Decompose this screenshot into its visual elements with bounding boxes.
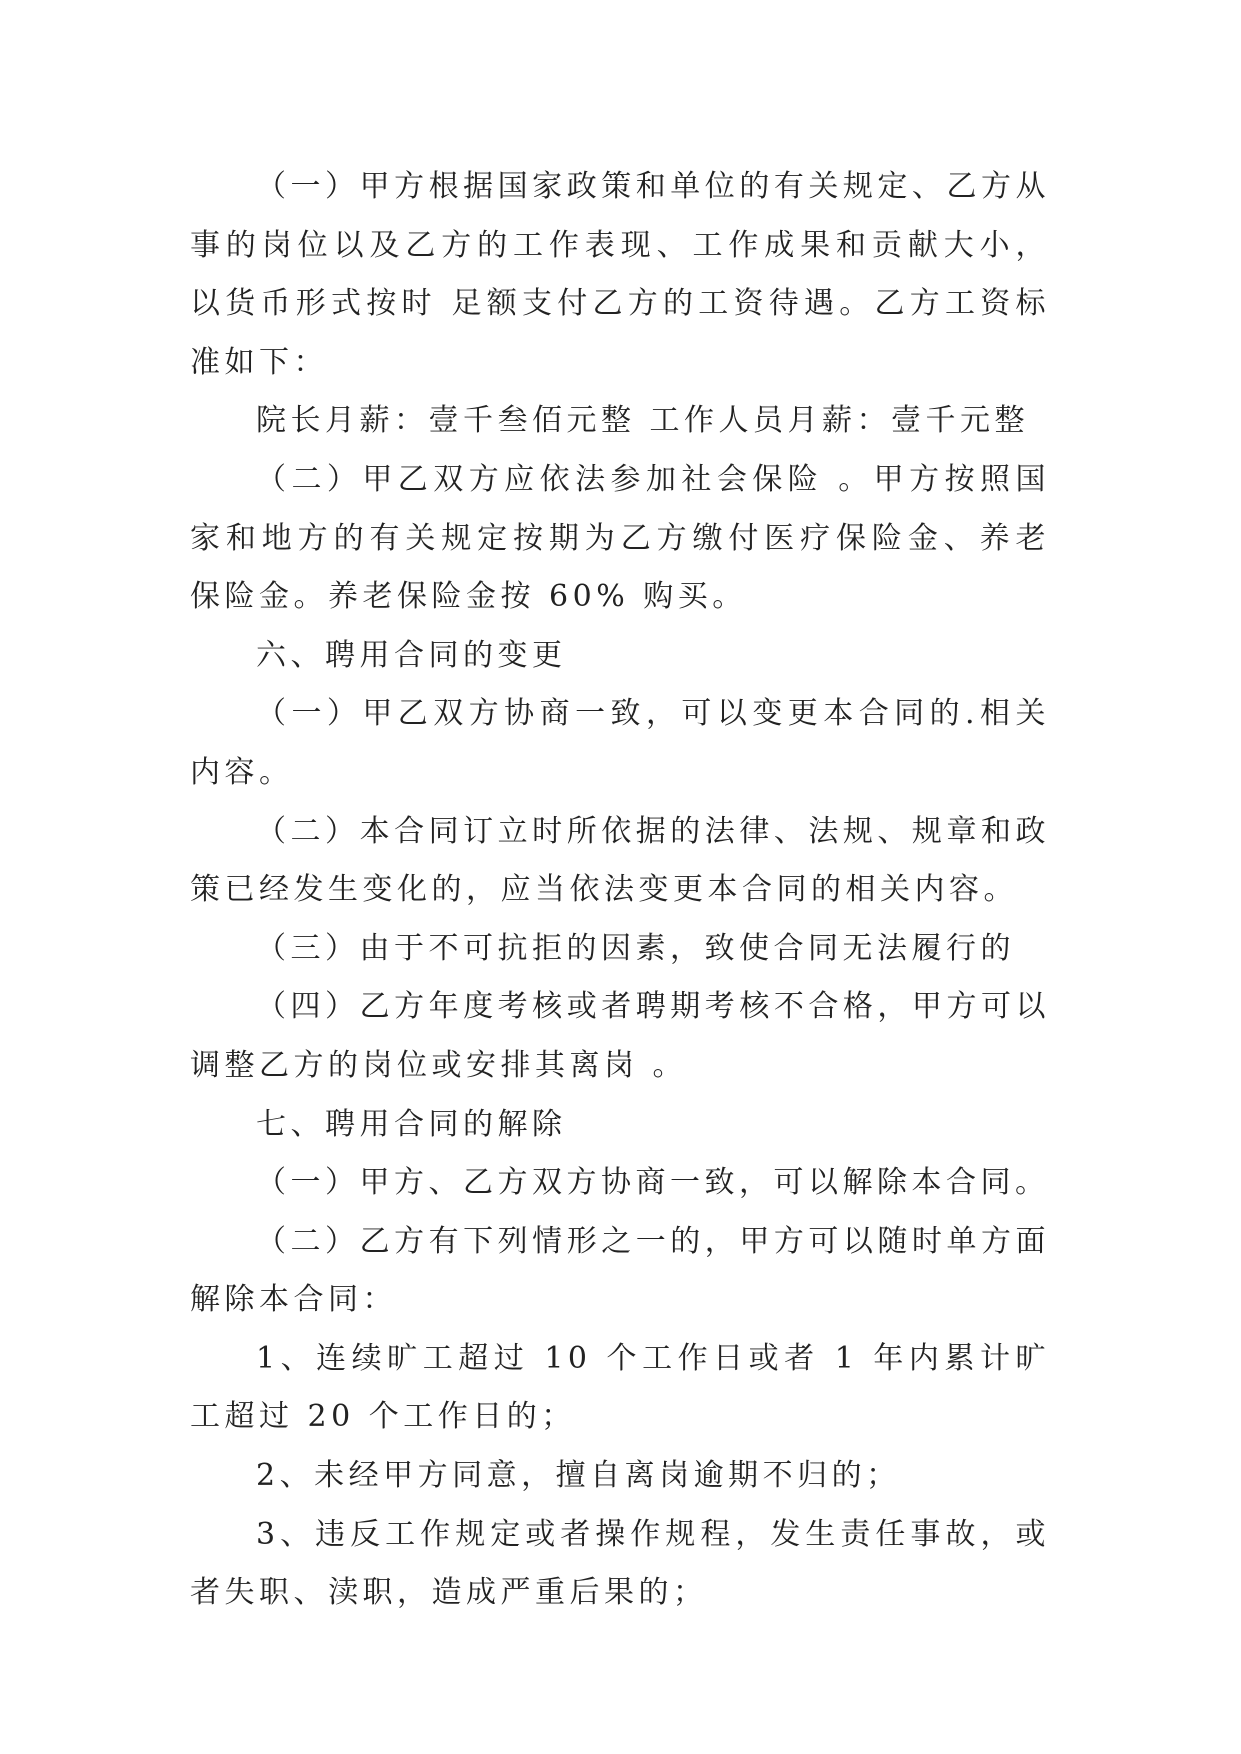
paragraph-termination-item-1: （一）甲方、乙方双方协商一致，可以解除本合同。 [256,1165,1050,1201]
paragraph-salary-standard: 院长月薪：壹千叁佰元整 工作人员月薪：壹千元整 [256,403,1030,439]
paragraph-termination-item-2: （二）乙方有下列情形之一的，甲方可以随时单方面解除本合同： [190,1223,1050,1318]
paragraph-change-item-2: （二）本合同订立时所依据的法律、法规、规章和政策已经发生变化的，应当依法变更本合同的相关内容。 [190,813,1050,908]
paragraph-change-item-3: （三）由于不可抗拒的因素，致使合同无法履行的 [256,930,1015,966]
list-item-absence: 1、连续旷工超过 10 个工作日或者 1 年内累计旷工超过 20 个工作日的； [190,1340,1050,1435]
section-heading-contract-change: 六、聘用合同的变更 [256,637,567,673]
list-item-violation: 3、违反工作规定或者操作规程，发生责任事故，或者失职、渎职，造成严重后果的； [190,1516,1050,1611]
document-body [190,158,1050,1623]
paragraph-change-item-1: （一）甲乙双方协商一致，可以变更本合同的.相关内容。 [190,696,1050,790]
paragraph-salary-policy: （一）甲方根据国家政策和单位的有关规定、乙方从事的岗位以及乙方的工作表现、工作成果和贡献大小，以货币形式按时 足额支付乙方的工资待遇。乙方工资标准如下： [190,169,1050,380]
section-heading-contract-termination: 七、聘用合同的解除 [256,1106,567,1142]
list-item-unauthorized-leave: 2、未经甲方同意，擅自离岗逾期不归的； [256,1458,901,1494]
paragraph-social-insurance: （二）甲乙双方应依法参加社会保险 。甲方按照国家和地方的有关规定按期为乙方缴付医疗保险金、养老保险金。养老保险金按 60% 购买。 [190,461,1050,615]
paragraph-change-item-4: （四）乙方年度考核或者聘期考核不合格，甲方可以调整乙方的岗位或安排其离岗 。 [190,989,1050,1083]
